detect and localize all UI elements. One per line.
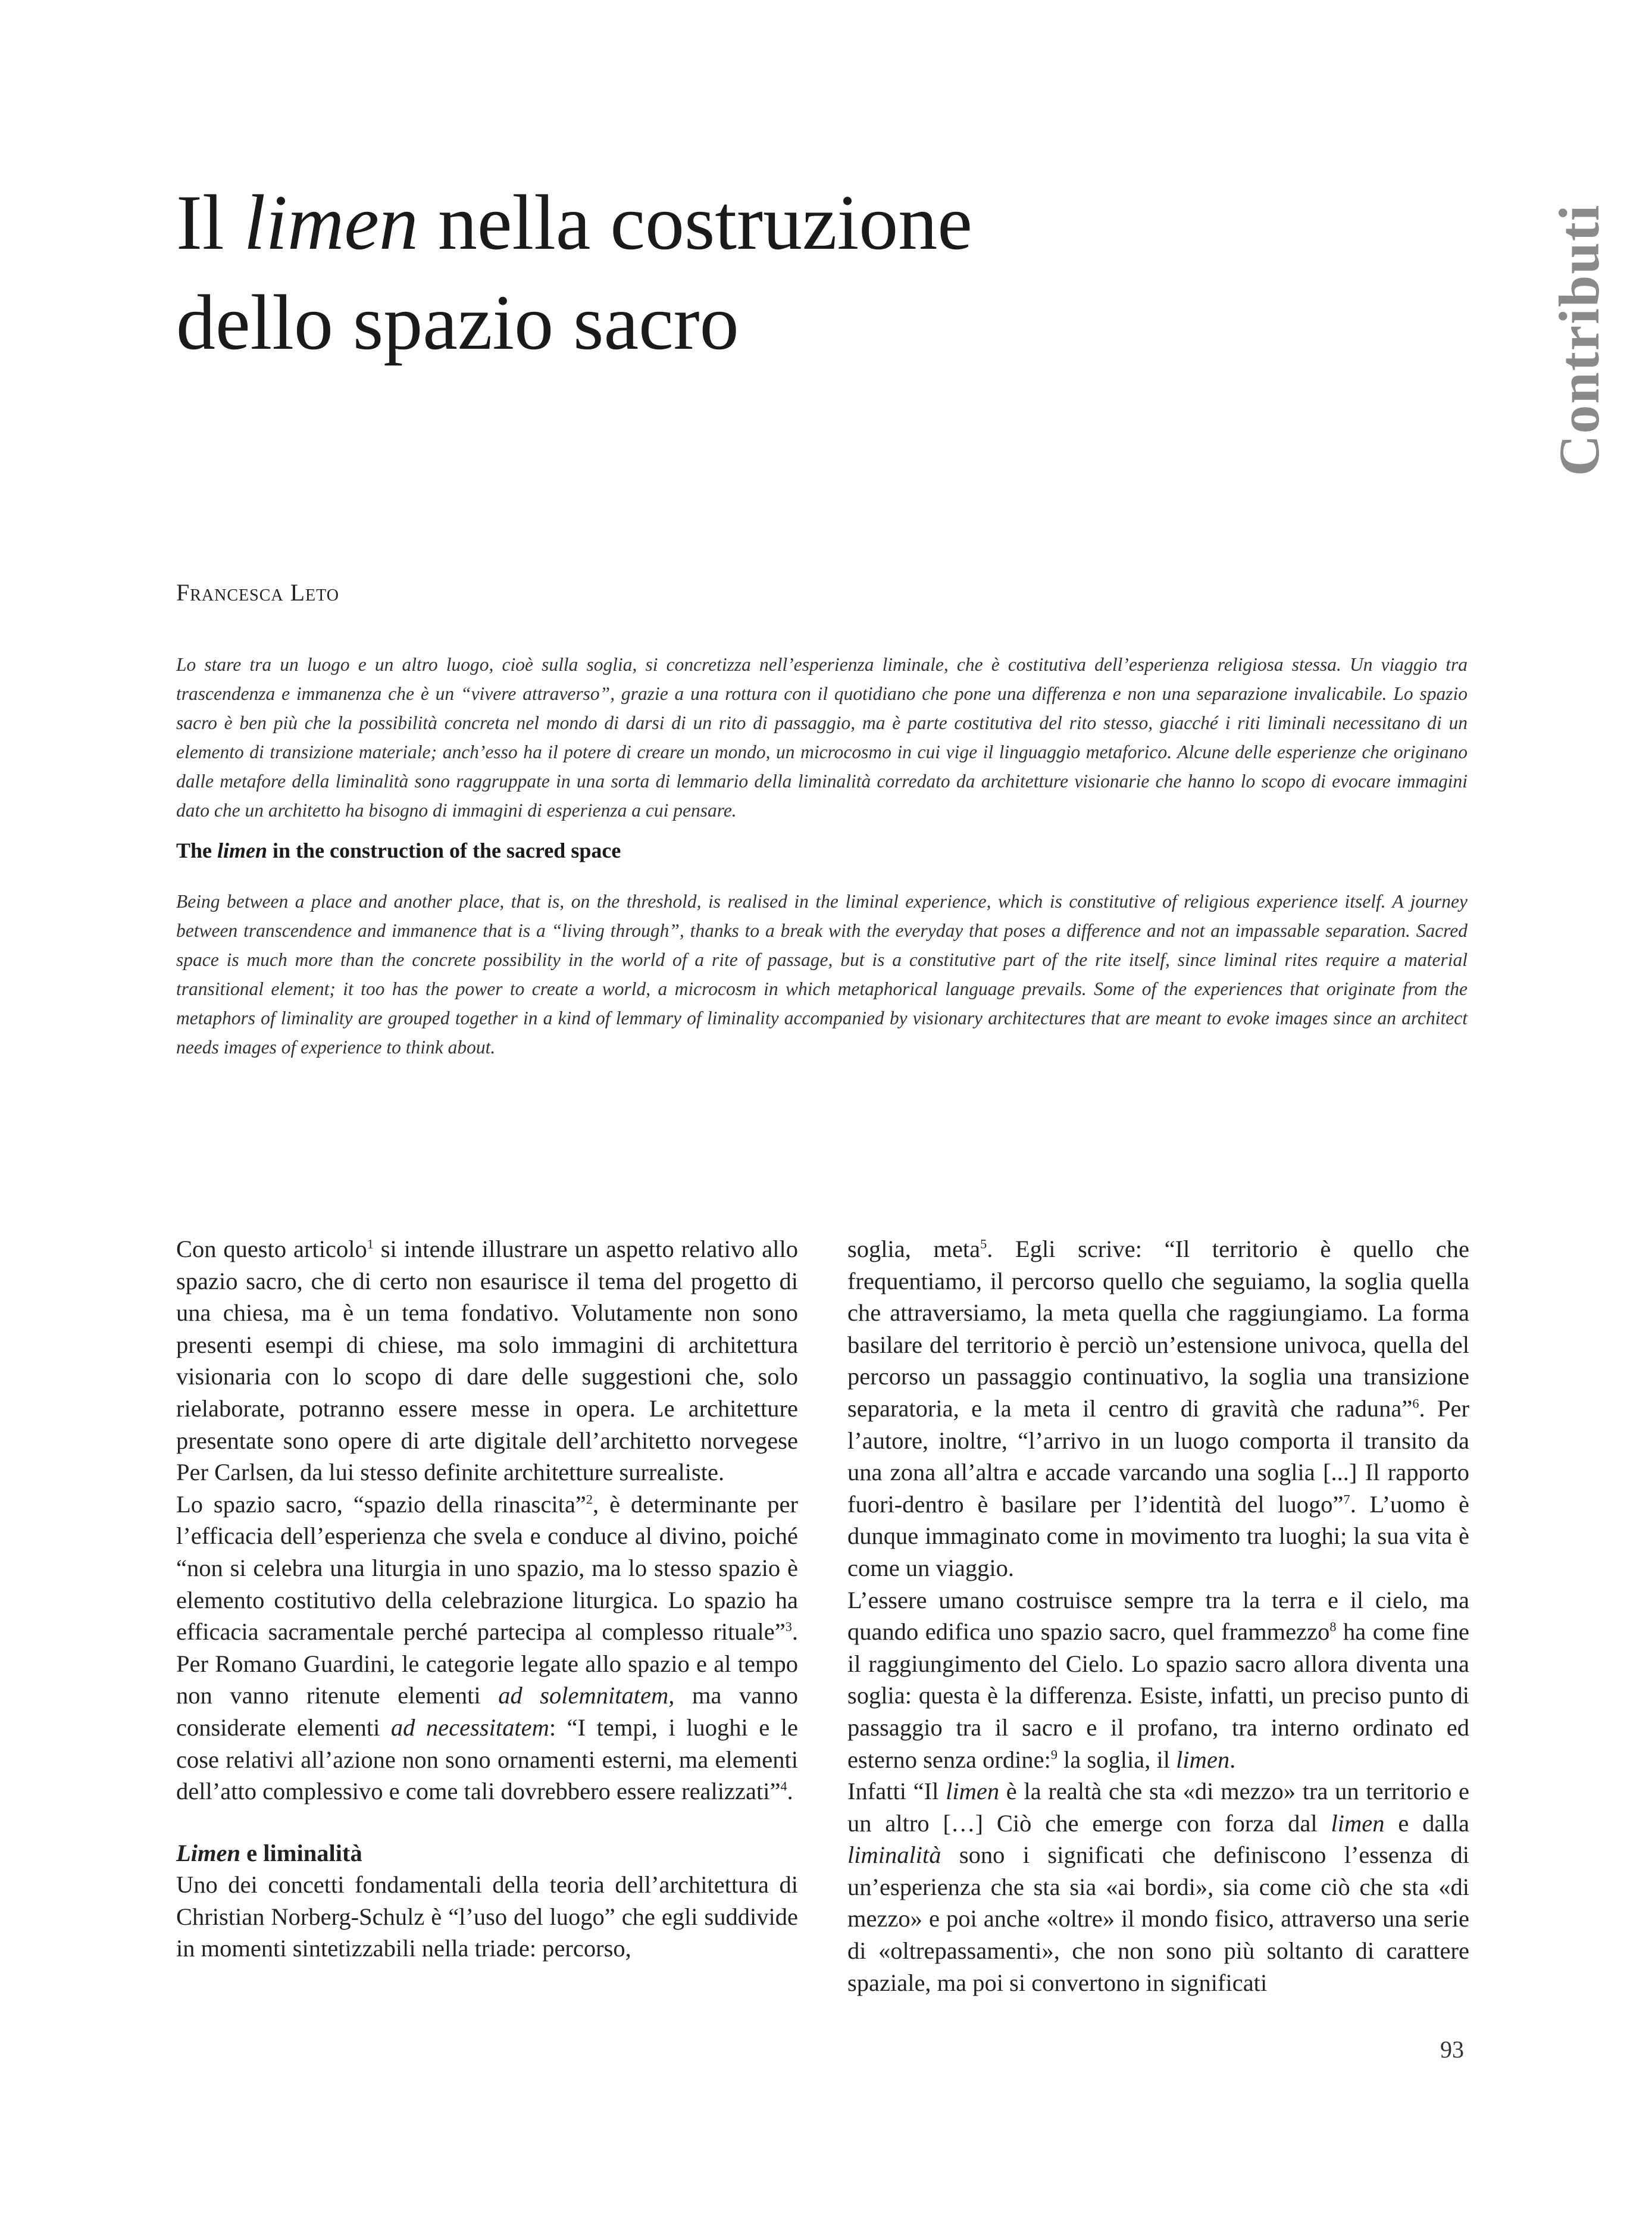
paragraph — [176, 1488, 798, 1808]
emphasis: limen — [946, 1778, 1000, 1805]
text: . Per l’autore, inoltre, “l’arrivo in un luogo comporta il transito da una zona all’altra e accade varcando una soglia [...] Il rapporto fuori-dentro è basilare per l’identità del luogo” — [847, 1394, 1469, 1518]
footnote-ref: 5 — [980, 1236, 987, 1252]
footnote-ref: 7 — [1343, 1491, 1350, 1507]
footnote-ref: 6 — [1412, 1396, 1419, 1411]
text: : “I tempi, i luoghi e le cose relativi all’azione non sono ornamenti esterni, ma elementi dell’atto complessivo e come tali dovrebbero essere realizzati” — [176, 1713, 798, 1805]
text: la soglia, il — [1057, 1746, 1177, 1773]
text: sono i significati che definiscono l’essenza di un’esperienza che sta sia «ai bordi», sia come ciò che sta «di mezzo» e poi anche «oltre» il mondo fisico, attraverso una serie di «oltrepassamenti», che non sono più soltanto di carattere spaziale, ma poi si convertono in significati — [847, 1841, 1469, 1996]
title-text: Il — [176, 179, 244, 266]
text: Lo spazio sacro, “spazio della rinascita” — [176, 1490, 586, 1518]
english-title — [176, 838, 621, 863]
title-emphasis: limen — [243, 179, 418, 266]
footnote-ref: 1 — [367, 1236, 374, 1252]
text: . Per Romano Guardini, le categorie legate allo spazio e al tempo non vanno ritenute elementi — [176, 1618, 798, 1709]
section-heading — [176, 1837, 798, 1869]
emphasis: limen — [1331, 1809, 1385, 1837]
emphasis: ad necessitatem — [390, 1713, 549, 1741]
footnote-ref: 3 — [785, 1619, 792, 1634]
author-name: Francesca Leto — [176, 579, 339, 606]
section-label: Contributi — [1547, 204, 1611, 476]
text: e liminalità — [240, 1839, 362, 1866]
abstract-english: Being between a place and another place, that is, on the threshold, is realised in the liminal experience, which is constitutive of religious experience itself. A journey between transcendence and immanence that is a “living through”, thanks to a break with the everyday that poses a difference and not an impassable separation. Sacred space is much more than the concrete possibility in the world of a rite of passage, but is a constitutive part of the rite itself, since liminal rites require a material transitional element; it too has the power to create a world, a microcosm in which metaphorical language prevails. Some of the experiences that originate from the metaphors of liminality are grouped together in a kind of lemmary of liminality accompanied by visionary architectures that are meant to evoke images since an architect needs images of experience to think about. — [176, 891, 1468, 1058]
page-title — [176, 173, 1307, 373]
body-column-right — [847, 1233, 1469, 1999]
english-title-text: in the construction of the sacred space — [267, 839, 621, 862]
text: . L’uomo è dunque immaginato come in movimento tra luoghi; la sua vita è come un viaggio. — [847, 1490, 1469, 1581]
body-column-left — [176, 1233, 798, 1965]
text: Infatti “Il — [847, 1778, 946, 1805]
paragraph — [847, 1233, 1469, 1584]
footnote-ref: 2 — [586, 1491, 593, 1507]
text: ma vanno considerate elementi — [176, 1682, 798, 1741]
text: . — [787, 1778, 793, 1805]
text: soglia, meta — [847, 1236, 981, 1262]
text: si intende illustrare un aspetto relativo allo spazio sacro, che di certo non esaurisce il tema del progetto di una chiesa, ma è un tema fondativo. Volutamente non sono presenti esempi di chiese, ma solo immagini di architettura visionaria con lo scopo di dare delle suggestioni che, solo rielaborate, potranno essere messe in opera. Le architetture presentate sono opere di arte digitale dell’architetto norvegese Per Carlsen, da lui stesso definite architetture surrealiste. — [176, 1236, 798, 1486]
text: Con questo articolo — [176, 1236, 367, 1262]
text: L’essere umano costruisce sempre tra la terra e il cielo, ma quando edifica uno spazio sacro, quel frammezzo — [847, 1586, 1469, 1646]
title-text: nella costruzione — [418, 179, 972, 266]
text: . Egli scrive: “Il territorio è quello che frequentiamo, il percorso quello che seguiamo, la soglia quella che attraversiamo, la meta quella che raggiungiamo. La forma basilare del territorio è perciò un’estensione univoca, quella del percorso un passaggio continuativo, la soglia una transizione separatoria, e la meta il centro di gravità che raduna” — [847, 1236, 1469, 1422]
abstract-italian: Lo stare tra un luogo e un altro luogo, cioè sulla soglia, si concretizza nell’esperienza liminale, che è costitutiva dell’esperienza religiosa stessa. Un viaggio tra trascendenza e immanenza che è un “vivere attraverso”, grazie a una rottura con il quotidiano che pone una differenza e non una separazione invalicabile. Lo spazio sacro è ben più che la possibilità concreta nel mondo di darsi di un rito di passaggio, ma è parte costitutiva del rito stesso, giacché i riti liminali necessitano di un elemento di transizione materiale; anch’esso ha il potere di creare un mondo, un microcosmo in cui vige il linguaggio metaforico. Alcune delle esperienze che originano dalle metafore della liminalità sono raggruppate in una sorta di lemmario della liminalità corredato da architetture visionarie che hanno lo scopo di evocare immagini dato che un architetto ha bisogno di immagini di esperienza a cui pensare. — [176, 654, 1468, 821]
emphasis: limen — [1176, 1746, 1230, 1773]
emphasis: Limen — [176, 1839, 240, 1866]
paragraph — [847, 1584, 1469, 1776]
emphasis: ad solemnitatem, — [498, 1682, 675, 1709]
text: . — [1229, 1746, 1236, 1773]
text: ha come fine il raggiungimento del Cielo. Lo spazio sacro allora diventa una soglia: questa è la differenza. Esiste, infatti, un preciso punto di passaggio tra il sacro e il profano, tra interno ordinato ed esterno senza ordine: — [847, 1618, 1469, 1773]
english-title-emphasis: limen — [217, 839, 268, 862]
english-title-text: The — [176, 839, 218, 862]
page-number: 93 — [1440, 2036, 1464, 2063]
footnote-ref: 4 — [780, 1778, 787, 1794]
paragraph — [847, 1775, 1469, 1999]
text: è la realtà che sta «di mezzo» tra un territorio e un altro […] Ciò che emerge con forza dal — [847, 1778, 1469, 1837]
text: , è determinante per l’efficacia dell’esperienza che svela e conduce al divino, poiché “non si celebra una liturgia in uno spazio, ma lo stesso spazio è elemento costitutivo della celebrazione liturgica. Lo spazio ha efficacia sacramentale perché partecipa al complesso rituale” — [176, 1490, 798, 1646]
footnote-ref: 9 — [1050, 1747, 1057, 1762]
footnote-ref: 8 — [1329, 1619, 1337, 1634]
paragraph — [176, 1233, 798, 1488]
emphasis: liminalità — [847, 1841, 941, 1869]
text: e dalla — [1384, 1809, 1469, 1837]
title-text: dello spazio sacro — [176, 279, 739, 366]
paragraph: Uno dei concetti fondamentali della teoria dell’architettura di Christian Norberg-Schulz è “l’uso del luogo” che egli suddivide in momenti sintetizzabili nella triade: percorso, — [176, 1871, 798, 1962]
